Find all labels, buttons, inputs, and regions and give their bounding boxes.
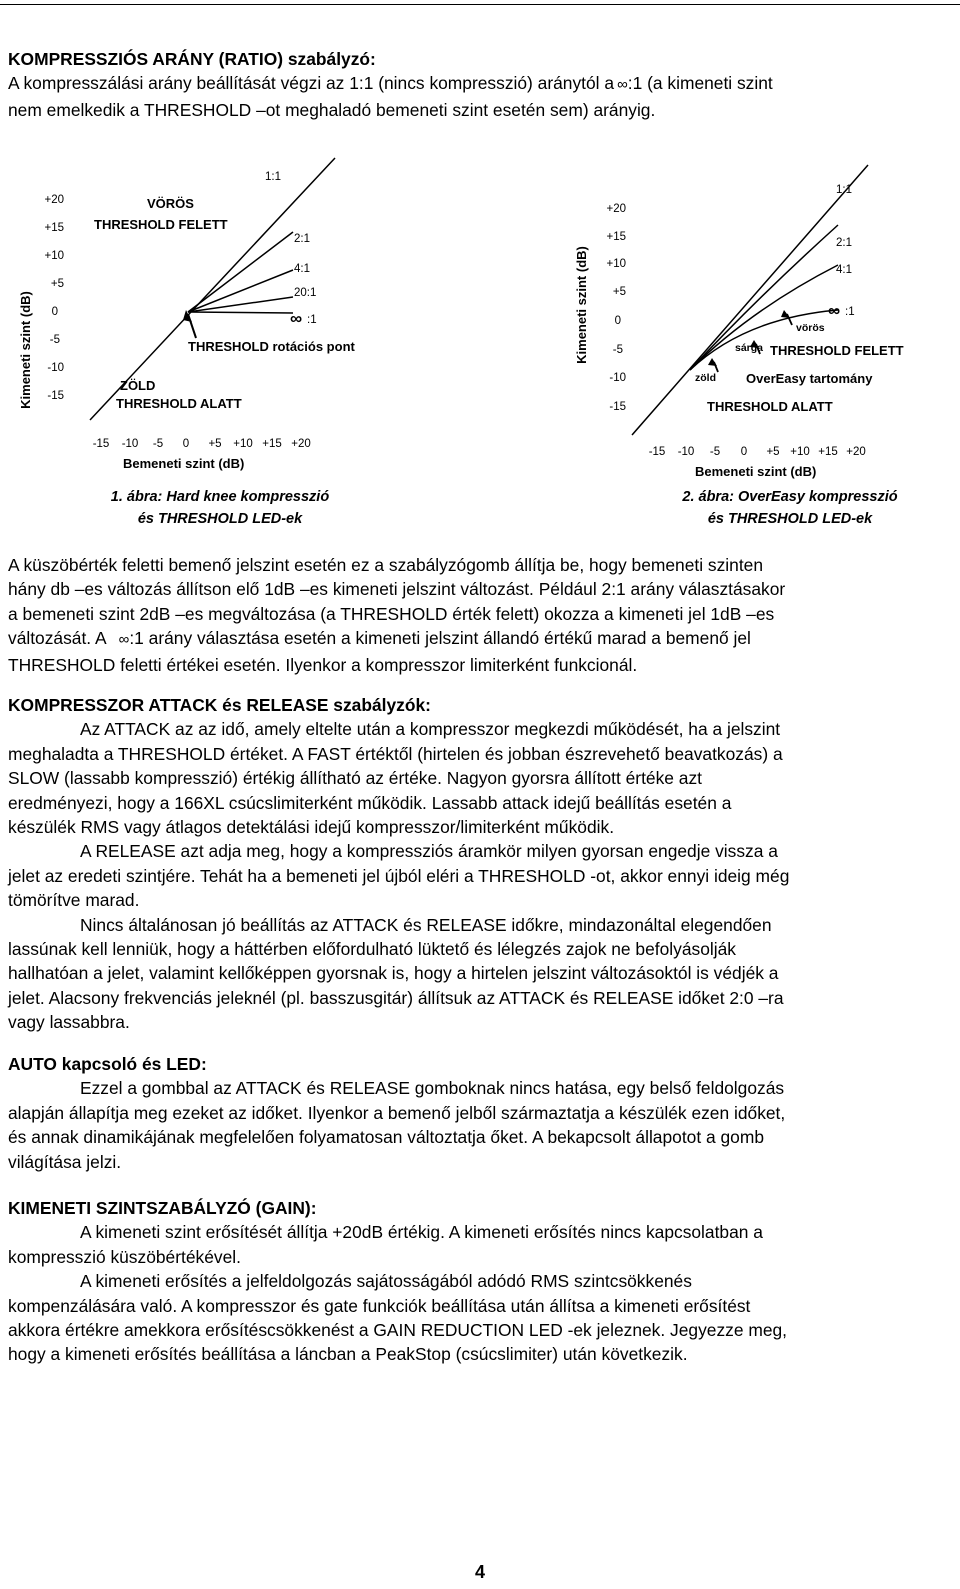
fig1-below-label: THRESHOLD ALATT	[116, 396, 242, 411]
attack-release-section	[8, 693, 952, 1035]
gain-heading: KIMENETI SZINTSZABÁLYZÓ (GAIN):	[8, 1198, 317, 1218]
release-line: A RELEASE azt adja meg, hogy a kompressziós áramkör milyen gyorsan engedje vissza a	[80, 841, 778, 862]
fig2-ratio-label: 1:1	[836, 184, 852, 196]
fig2-ytick: 0	[614, 315, 621, 327]
attack-line: eredményezi, hogy a 166XL csúcslimiterként működik. Lassabb attack idejű beállítás esetén a	[8, 792, 732, 813]
fig1-above-label: THRESHOLD FELETT	[94, 217, 228, 232]
threshold-line: a bemeneti szint 2dB –es megváltozása (a THRESHOLD érték felett) okozza a kimeneti jel 1dB –es	[8, 603, 775, 624]
ratio-heading: KOMPRESSZIÓS ARÁNY (RATIO) szabályzó:	[8, 49, 376, 69]
fig1-point-label: THRESHOLD rotációs pont	[188, 339, 355, 354]
ratio-section	[8, 47, 952, 122]
fig2-ratio-labels	[828, 184, 855, 320]
fig2-ratio-label: :1	[845, 306, 855, 318]
hard-knee-graph	[10, 150, 410, 480]
fig2-xtick: 0	[740, 446, 748, 458]
fig1-xtick: 0	[182, 438, 190, 450]
auto-line: és annak dinamikájának megfelelően folyamatosan változtatja őket. A bekapcsolt állapotot a gomb	[8, 1127, 764, 1148]
fig1-xtick: +15	[262, 438, 282, 450]
fig1-xtick: +10	[233, 438, 253, 450]
infinity-icon: ∞	[828, 301, 841, 320]
fig1-ytick: +10	[44, 250, 64, 262]
fig1-ratio-label: 4:1	[294, 263, 310, 275]
fig2-caption-line1: 2. ábra: OverEasy kompresszió	[682, 489, 898, 505]
fig2-ratio-curves	[632, 165, 868, 435]
fig1-ytick: -5	[49, 334, 60, 346]
settings-line: Nincs általánosan jó beállítás az ATTACK és RELEASE időkre, mindazonáltal elegendően	[80, 914, 772, 935]
fig1-ytick: -10	[47, 362, 64, 374]
fig2-xtick: +10	[790, 446, 810, 458]
fig1-xtick: +5	[208, 438, 222, 450]
fig1-line-4-1	[188, 270, 293, 312]
gain-line: akkora értékre amekkora erősítéscsökkenést a GAIN REDUCTION LED -ek jeleznek. Jegyezze meg,	[8, 1320, 788, 1341]
fig2-xtick: +20	[846, 446, 866, 458]
fig1-ratio-label: :1	[307, 314, 317, 326]
fig1-red-label: VÖRÖS	[147, 196, 194, 211]
fig2-ytick: +15	[606, 231, 626, 243]
settings-line: jelet. Alacsony frekvenciás jeleknél (pl. basszusgitár) állítsuk az ATTACK és RELEASE időket 2:0 –ra	[8, 987, 784, 1008]
fig1-xtick: -5	[152, 438, 164, 450]
fig2-range-label: OverEasy tartomány	[746, 371, 873, 386]
auto-line: világítása jelzi.	[8, 1151, 122, 1172]
overeasy-graph	[570, 150, 940, 485]
fig1-line-inf-1	[188, 312, 293, 313]
threshold-line: :1 arány választása esetén a kimeneti jelszint állandó értékű marad a bemenő jel	[129, 628, 751, 649]
fig1-ratio-label: 1:1	[265, 171, 281, 183]
infinity-icon: ∞	[118, 631, 129, 649]
infinity-icon: ∞	[290, 309, 303, 328]
figure-overeasy	[570, 150, 940, 485]
fig2-xlabel: Bemeneti szint (dB)	[695, 464, 817, 479]
threshold-paragraph	[8, 553, 952, 677]
settings-line: hallhatóan a jelet, valamint kellőképpen gyorsnak is, hogy a hirtelen jelszint változásoktól is védjék a	[8, 963, 779, 984]
release-line: tömörítve marad.	[8, 890, 140, 911]
fig1-ylabel: Kimeneti szint (dB)	[18, 291, 33, 409]
release-line: jelet az eredeti szintjére. Tehát ha a bemeneti jel újból eléri a THRESHOLD -ot, akkor ennyi ideig még	[8, 865, 790, 886]
threshold-line: változását. A	[8, 628, 107, 649]
fig2-caption-line2: és THRESHOLD LED-ek	[707, 511, 873, 527]
auto-line: Ezzel a gombbal az ATTACK és RELEASE gomboknak nincs hatása, egy belső feldolgozás	[80, 1078, 785, 1099]
fig2-xtick: +15	[818, 446, 838, 458]
fig2-ytick: -15	[609, 401, 626, 413]
attack-heading: KOMPRESSZOR ATTACK és RELEASE szabályzók:	[8, 695, 431, 715]
fig1-ratio-labels	[265, 171, 317, 328]
fig1-ratio-label: 2:1	[294, 233, 310, 245]
gain-line: A kimeneti szint erősítését állítja +20dB értékig. A kimeneti erősítés nincs kapcsolatban a	[80, 1222, 763, 1243]
fig2-line-1-1	[632, 165, 868, 435]
ratio-text-1a: A kompresszálási arány beállítását végzi az 1:1 (nincs kompresszió) aránytól a	[8, 73, 615, 94]
top-rule	[0, 4, 960, 5]
fig1-yticks	[44, 194, 64, 402]
fig2-yellow-label: sárga	[735, 342, 764, 354]
fig2-xtick: -15	[648, 446, 666, 458]
fig2-ratio-label: 2:1	[836, 237, 852, 249]
fig2-ytick: -5	[612, 344, 623, 356]
fig2-above-label: THRESHOLD FELETT	[770, 343, 904, 358]
page-number: 4	[474, 1562, 485, 1582]
fig1-xtick: -15	[92, 438, 110, 450]
settings-line: lassúnak kell lenniük, hogy a háttérben előfordulható lüktető és lélegzés zajok ne befolyásolják	[8, 939, 736, 960]
fig2-ytick: -10	[609, 372, 626, 384]
figure-hard-knee	[10, 150, 410, 480]
attack-line: meghaladta a THRESHOLD értéket. A FAST értéktől (hirtelen és jobban észrevehető beavatkozás) a	[8, 743, 783, 764]
attack-line: Az ATTACK az az idő, amely eltelte után a kompresszor megkezdi működését, ha a jelszint	[80, 719, 781, 740]
fig2-ytick: +10	[606, 258, 626, 270]
fig1-ytick: 0	[51, 306, 58, 318]
fig1-ratio-label: 20:1	[294, 287, 317, 299]
attack-line: készülék RMS vagy átlagos detektálási idejű kompresszor/limiterként működik.	[8, 817, 615, 838]
auto-line: alapján állapítja meg ezeket az időket. Ilyenkor a bemenő jelből származtatja a készülék ezen időket,	[8, 1102, 786, 1123]
infinity-icon: ∞	[617, 76, 627, 94]
fig1-xlabel: Bemeneti szint (dB)	[123, 456, 245, 471]
fig1-ytick: +20	[44, 194, 64, 206]
fig1-xtick: +20	[291, 438, 311, 450]
fig2-ratio-label: 4:1	[836, 264, 852, 276]
settings-line: vagy lassabbra.	[8, 1012, 130, 1033]
fig1-ytick: +15	[44, 222, 64, 234]
gain-line: kompenzálására való. A kompresszor és gate funkciók beállítása után állítsa a kimeneti erősítést	[8, 1295, 751, 1316]
fig2-red-label: vörös	[796, 322, 825, 334]
fig1-caption	[70, 486, 370, 530]
fig2-xtick: -5	[709, 446, 721, 458]
threshold-line: THRESHOLD feletti értékei esetén. Ilyenkor a kompresszor limiterként funkcionál.	[8, 654, 638, 675]
threshold-line: A küszöbérték feletti bemenő jelszint esetén ez a szabályzógomb állítja be, hogy bemeneti szinten	[8, 555, 763, 575]
fig2-ylabel: Kimeneti szint (dB)	[574, 246, 589, 364]
fig1-green-label: ZÖLD	[120, 378, 156, 393]
fig1-xticks	[93, 438, 311, 450]
fig2-xticks	[649, 446, 866, 458]
fig2-ytick: +20	[606, 203, 626, 215]
fig2-yticks	[606, 203, 626, 413]
auto-section	[8, 1052, 952, 1174]
fig1-caption-line2: és THRESHOLD LED-ek	[137, 511, 303, 527]
fig1-caption-line1: 1. ábra: Hard knee kompresszió	[110, 489, 330, 505]
ratio-text-1b: :1 (a kimeneti szint	[627, 73, 773, 94]
threshold-line: hány db –es változás állítson elő 1dB –es kimeneti jelszint változást. Például 2:1 arány választásakor	[8, 579, 786, 600]
gain-line: A kimeneti erősítés a jelfeldolgozás sajátosságából adódó RMS szintcsökkenés	[80, 1271, 692, 1292]
fig2-below-label: THRESHOLD ALATT	[707, 399, 833, 414]
gain-line: kompresszió küszöbértékével.	[8, 1246, 241, 1267]
fig1-xtick: -10	[121, 438, 139, 450]
ratio-text-2: nem emelkedik a THRESHOLD –ot meghaladó bemeneti szint esetén sem) arányig.	[8, 99, 656, 120]
auto-heading: AUTO kapcsoló és LED:	[8, 1054, 207, 1074]
fig2-caption	[640, 486, 940, 530]
gain-section	[8, 1196, 952, 1367]
fig2-ytick: +5	[612, 286, 626, 298]
gain-line: hogy a kimeneti erősítés beállítása a láncban a PeakStop (csúcslimiter) után következik.	[8, 1344, 688, 1365]
fig1-ytick: +5	[50, 278, 64, 290]
fig2-xtick: +5	[766, 446, 780, 458]
fig2-xtick: -10	[677, 446, 695, 458]
attack-line: SLOW (lassabb kompresszió) értékig állítható az értéke. Nagyon gyorsra állított értéke azt	[8, 768, 702, 789]
fig2-green-label: zöld	[695, 372, 716, 384]
fig1-ytick: -15	[47, 390, 64, 402]
